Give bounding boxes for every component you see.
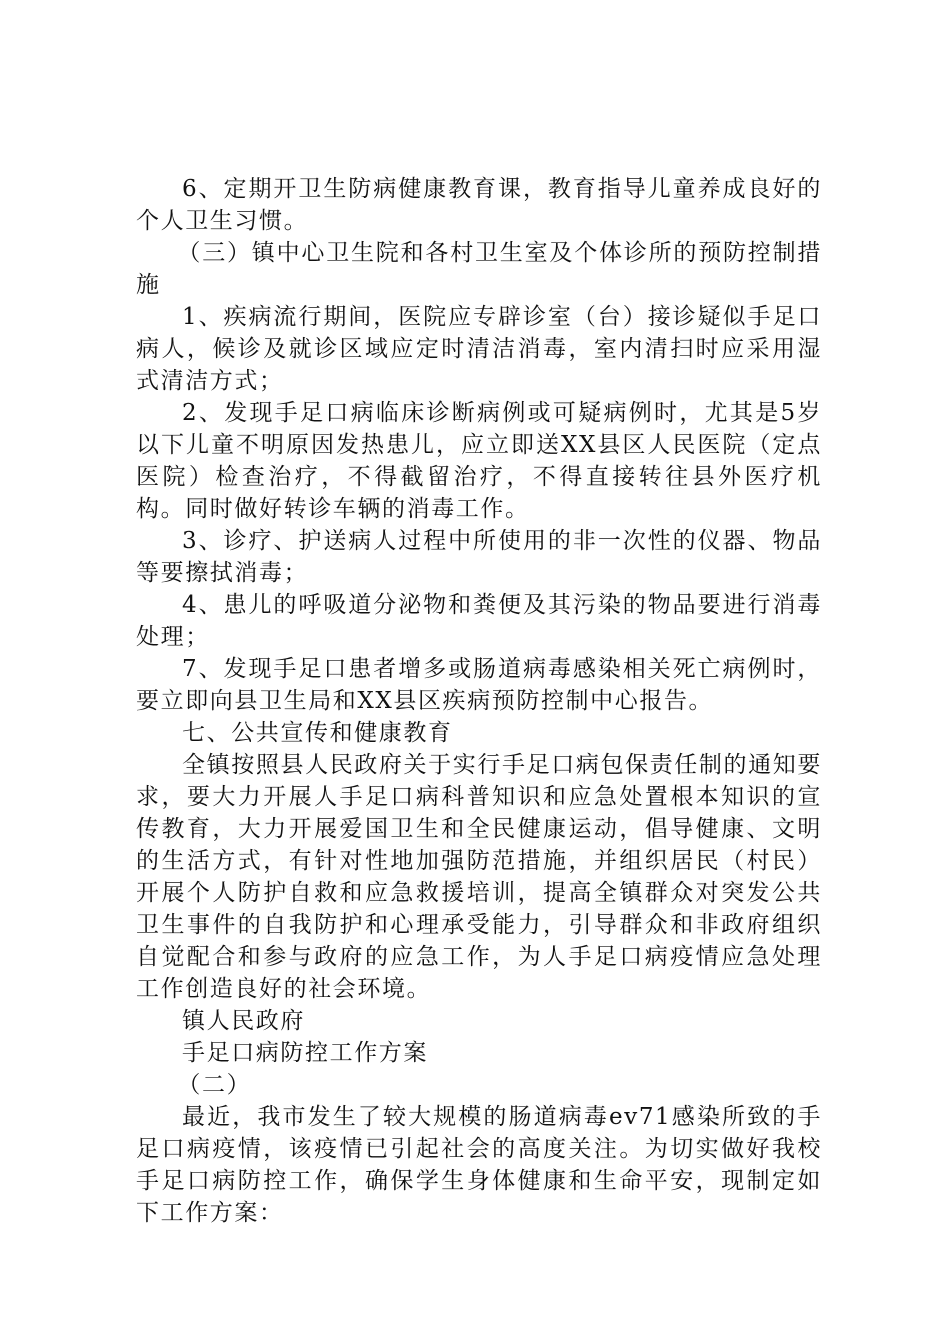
document-part-number: （二） [177,1072,252,1098]
paragraph-introduction: 最近，我市发生了较大规模的肠道病毒ev71感染所致的手足口病疫情，该疫情已引起社会的高度关注。为切实做好我校手足口病防控工作，确保学生身体健康和生命平安，现制定如下工作方案： [136,1104,822,1226]
section-heading-clinic-measures: （三）镇中心卫生院和各村卫生室及个体诊所的预防控制措施 [136,240,822,298]
section-heading-public-education: 七、公共宣传和健康教育 [182,720,453,746]
paragraph-item-2-referral: 2、发现手足口病临床诊断病例或可疑病例时，尤其是5岁以下儿童不明原因发热患儿，应立即送XX县区人民医院（定点医院）检查治疗，不得截留治疗，不得直接转往县外医疗机构。同时做好转诊车辆的消毒工作。 [136,400,822,522]
paragraph-item-6-health-class: 6、定期开卫生防病健康教育课，教育指导儿童养成良好的个人卫生习惯。 [136,176,822,234]
paragraph-public-education: 全镇按照县人民政府关于实行手足口病包保责任制的通知要求，要大力开展人手足口病科普知识和应急处置根本知识的宣传教育，大力开展爱国卫生和全民健康运动，倡导健康、文明的生活方式，有针对性地加强防范措施，并组织居民（村民）开展个人防护自救和应急救援培训，提高全镇群众对突发公共卫生事件的自我防护和心理承受能力，引导群众和非政府组织自觉配合和参与政府的应急工作，为人手足口病疫情应急处理工作创造良好的社会环境。 [136,752,822,1002]
paragraph-item-3-disinfection: 3、诊疗、护送病人过程中所使用的非一次性的仪器、物品等要擦拭消毒； [136,528,822,586]
document-body [136,173,822,1229]
paragraph-item-7-reporting: 7、发现手足口患者增多或肠道病毒感染相关死亡病例时，要立即向县卫生局和XX县区疾病预防控制中心报告。 [136,656,822,714]
paragraph-item-1-clinic: 1、疾病流行期间，医院应专辟诊室（台）接诊疑似手足口病人，候诊及就诊区域应定时清洁消毒，室内清扫时应采用湿式清洁方式； [136,304,822,394]
document-subtitle: 手足口病防控工作方案 [182,1040,428,1066]
paragraph-item-4-secretions: 4、患儿的呼吸道分泌物和粪便及其污染的物品要进行消毒处理； [136,592,822,650]
signature-town-government: 镇人民政府 [182,1008,305,1034]
